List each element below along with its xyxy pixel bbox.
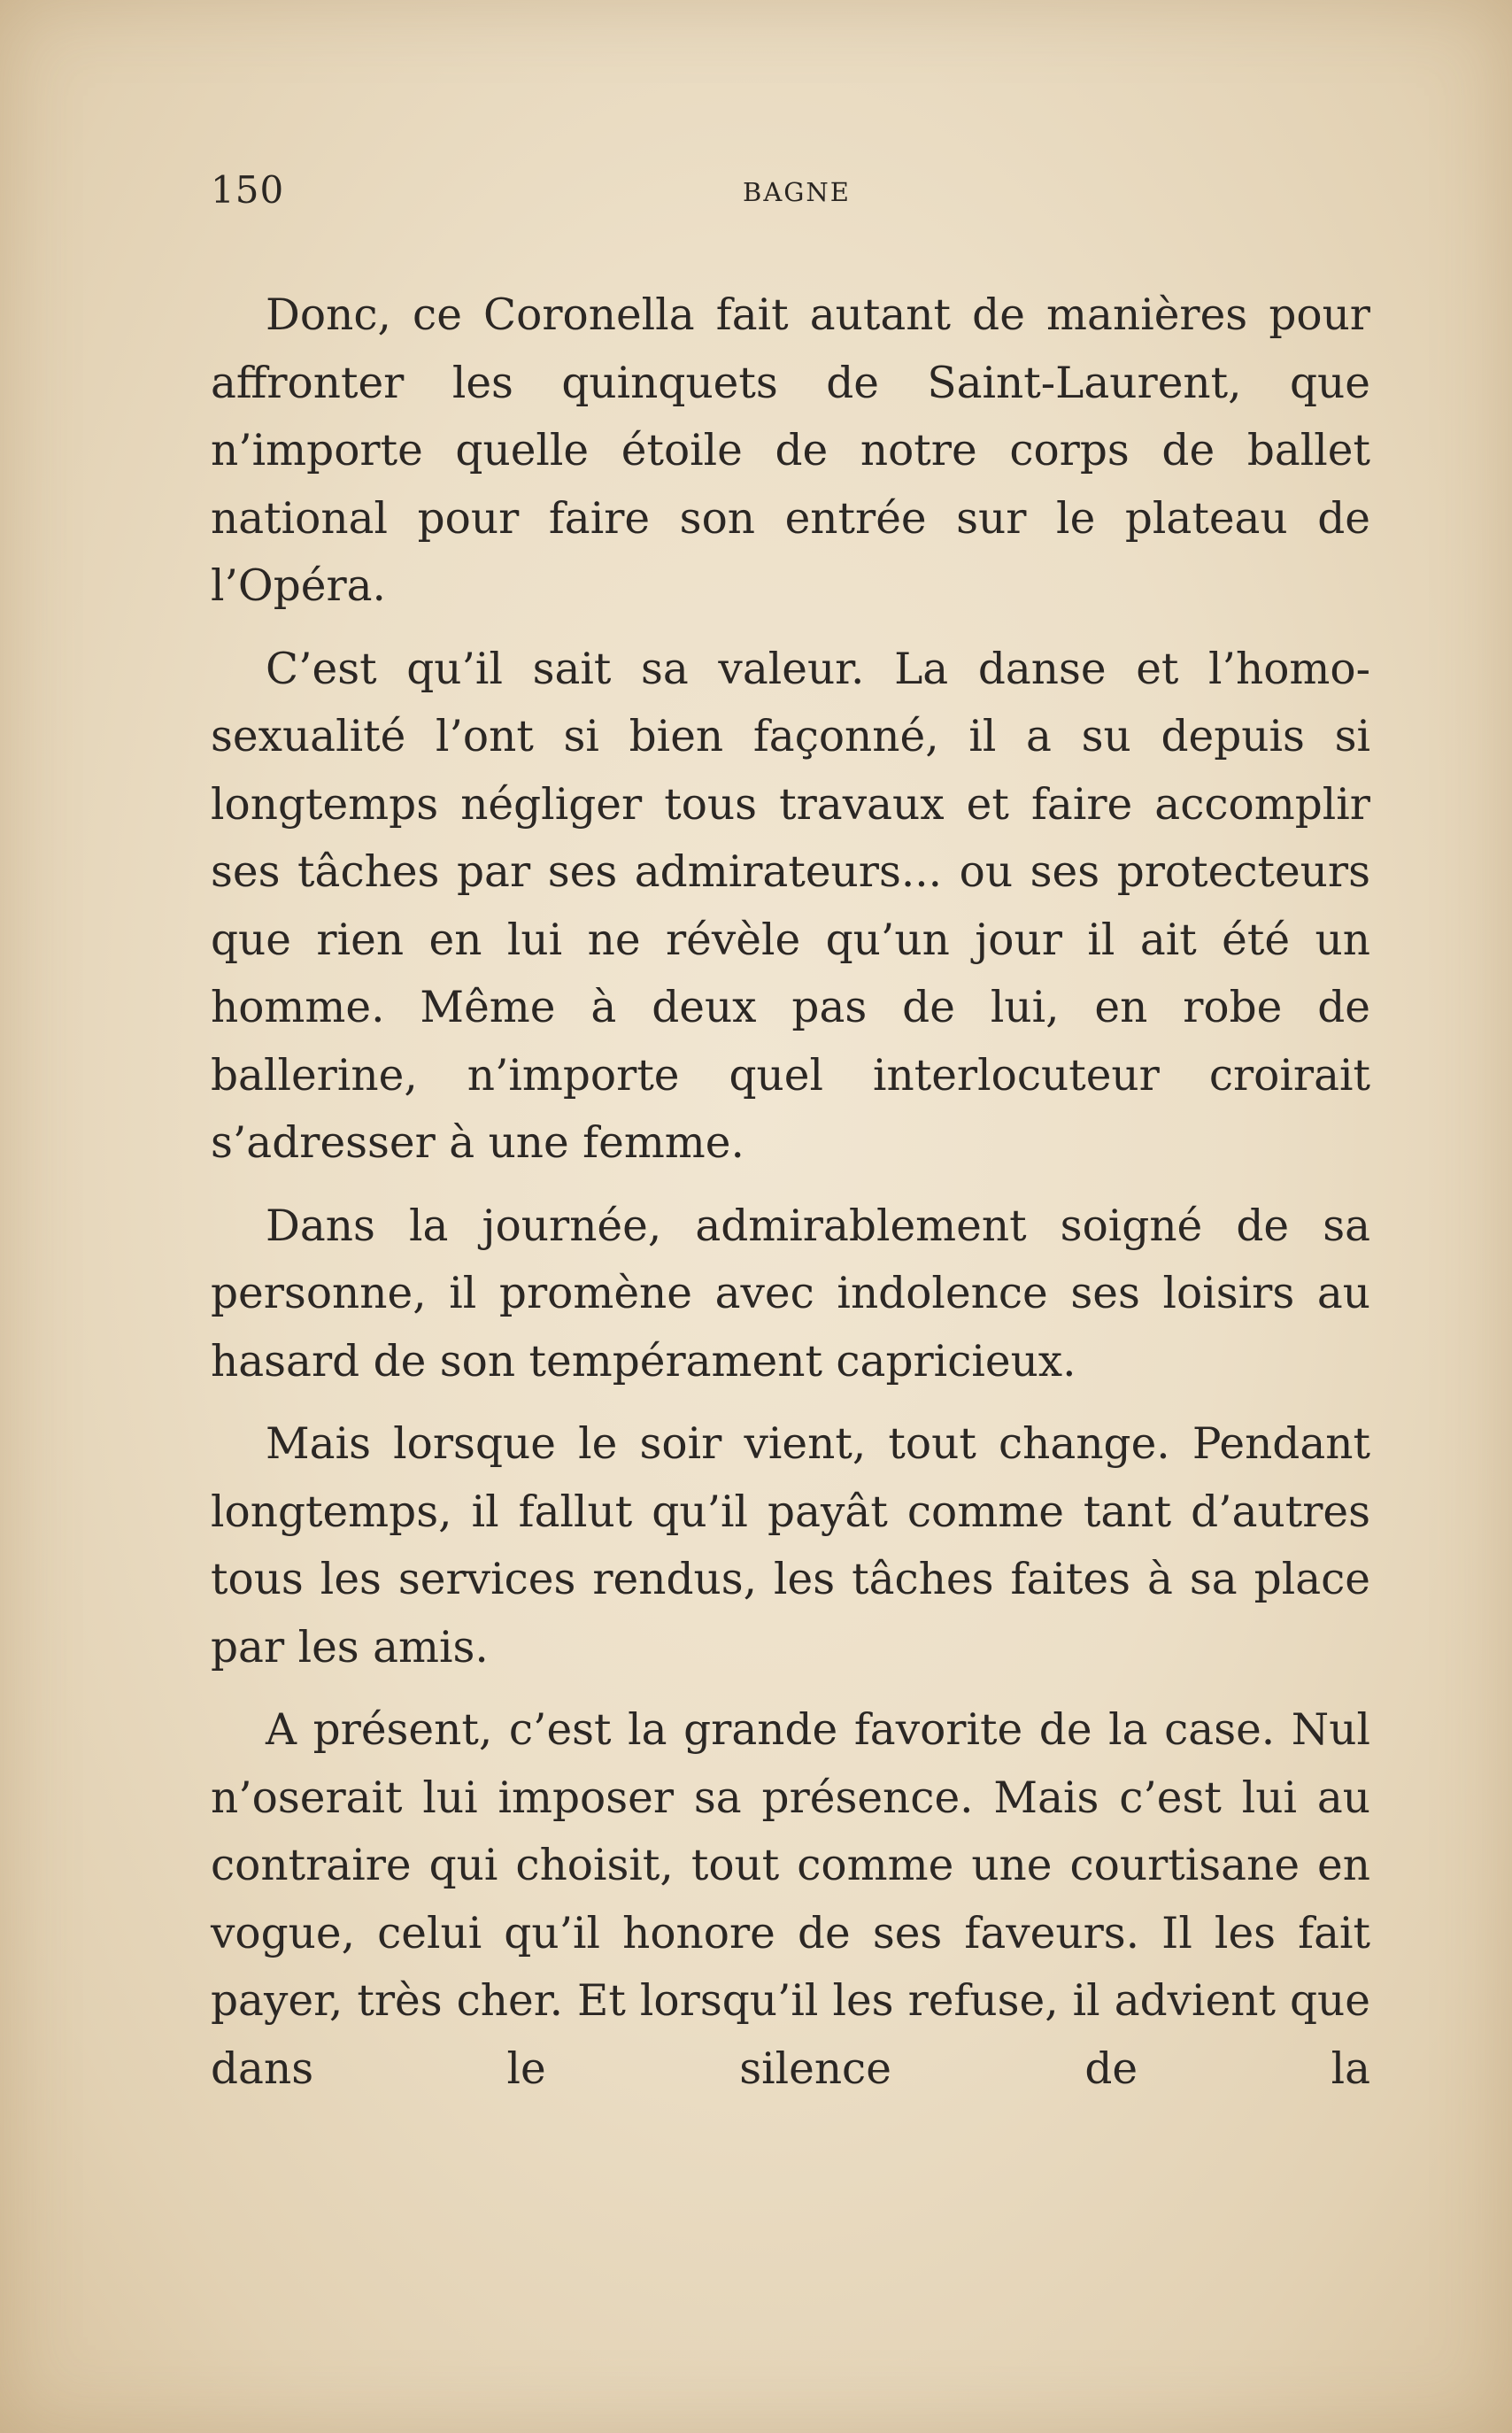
body-text bbox=[211, 282, 1370, 2118]
page-header bbox=[0, 168, 1512, 221]
paragraph: A présent, c’est la grande favorite de la case. Nul n’oserait lui imposer sa présence. Mais c’est lui au contraire qui choisit, tout comme une courtisane en vogue, celui qu’il honore de ses faveurs. Il les fait payer, très cher. Et lorsqu’il les refuse, il advient que dans le silence de la bbox=[211, 1705, 1370, 2094]
running-title: BAGNE bbox=[743, 177, 851, 207]
paragraph: Dans la journée, admirablement soigné de sa personne, il promène avec indolence ses loisirs au hasard de son tempérament capricieux. bbox=[211, 1201, 1370, 1386]
paragraph: C’est qu’il sait sa valeur. La danse et l’homosexualité l’ont si bien façonné, il a su depuis si longtemps négliger tous travaux et faire accomplir ses tâches par ses admirateurs... ou ses protecteurs que rien en lui ne révèle qu’un jour il ait été un homme. Même à deux pas de lui, en robe de ballerine, n’importe quel interlocuteur croirait s’adresser à une femme. bbox=[211, 644, 1370, 1168]
paragraph: Donc, ce Coronella fait autant de manières pour affronter les quinquets de Saint-Laurent, que n’importe quelle étoile de notre corps de ballet national pour faire son entrée sur le plateau de l’Opéra. bbox=[211, 290, 1370, 611]
page-number: 150 bbox=[211, 168, 285, 212]
paragraph: Mais lorsque le soir vient, tout change. Pendant longtemps, il fallut qu’il payât comme tant d’autres tous les services rendus, les tâches faites à sa place par les amis. bbox=[211, 1419, 1370, 1672]
